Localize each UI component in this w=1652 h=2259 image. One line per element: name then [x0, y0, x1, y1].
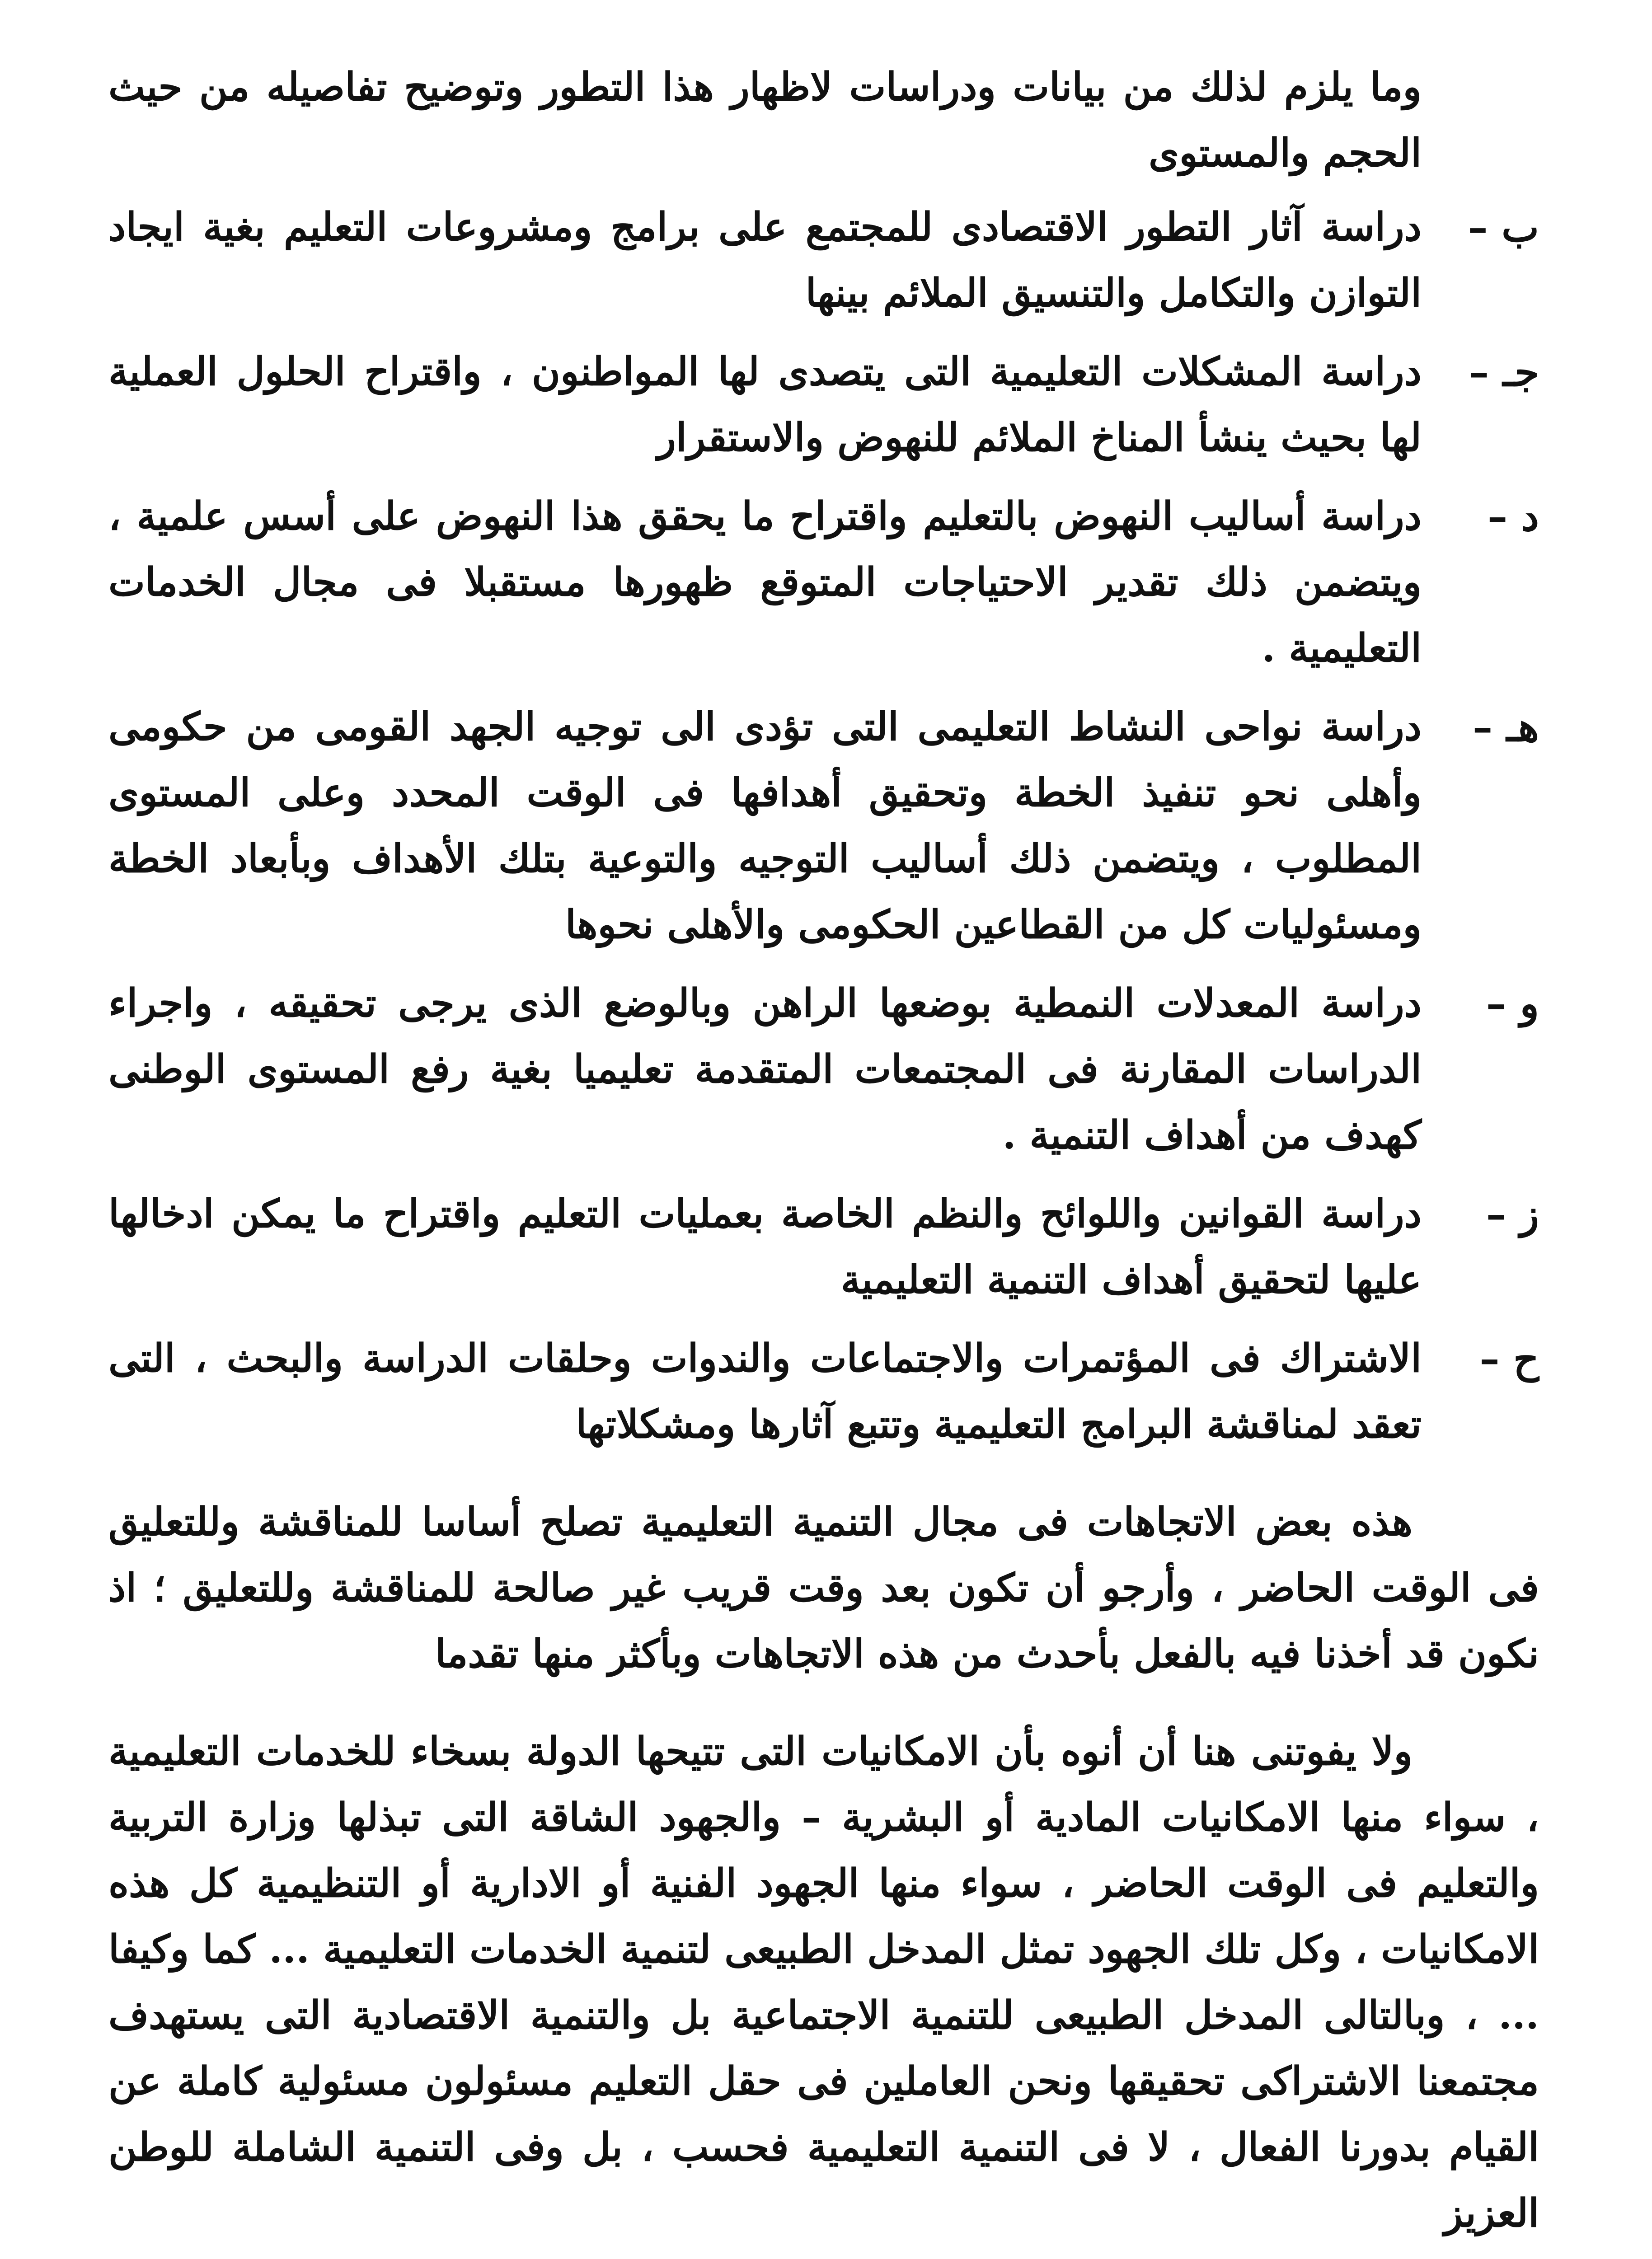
list-item-marker: د –	[1488, 493, 1539, 540]
list-item-text: دراسة المعدلات النمطية بوضعها الراهن وبالوضع الذى يرجى تحقيقه ، واجراء الدراسات المقارنة فى المجتمعات المتقدمة تعليميا بغية رفع المستوى الوطنى كهدف من أهداف التنمية .	[108, 980, 1422, 1158]
list-item	[108, 1326, 1539, 1458]
list-item-marker: ب –	[1468, 204, 1539, 251]
list-item	[108, 694, 1539, 958]
body-paragraph: ولا يفوتنى هنا أن أنوه بأن الامكانيات التى تتيحها الدولة بسخاء للخدمات التعليمية ، سواء منها الامكانيات المادية أو البشرية – والجهود الشاقة التى تبذلها وزارة التربية والتعليم فى الوقت الحاضر ، سواء منها الجهود الفنية أو الادارية أو التنظيمية كل هذه الامكانيات ، وكل تلك الجهود تمثل المدخل الطبيعى لتنمية الخدمات التعليمية ... كما وكيفا ... ، وبالتالى المدخل الطبيعى للتنمية الاجتماعية بل والتنمية الاقتصادية التى يستهدف مجتمعنا الاشتراكى تحقيقها ونحن العاملين فى حقل التعليم مسئولون مسئولية كاملة عن القيام بدورنا الفعال ، لا فى التنمية التعليمية فحسب ، بل وفى التنمية الشاملة للوطن العزيز	[108, 1729, 1539, 2236]
list-item-text: دراسة أساليب النهوض بالتعليم واقتراح ما يحقق هذا النهوض على أسس علمية ، ويتضمن ذلك تقدير الاحتياجات المتوقع ظهورها مستقبلا فى مجال الخدمات التعليمية .	[108, 493, 1422, 671]
list-item-text: الاشتراك فى المؤتمرات والاجتماعات والندوات وحلقات الدراسة والبحث ، التى تعقد لمناقشة البرامج التعليمية وتتبع آثارها ومشكلاتها	[108, 1336, 1422, 1447]
list-item-marker: ز –	[1486, 1190, 1539, 1237]
list-item	[108, 339, 1539, 471]
list-item-marker: جـ –	[1469, 348, 1539, 395]
intro-continuation: وما يلزم لذلك من بيانات ودراسات لاظهار هذا التطور وتوضيح تفاصيله من حيث الحجم والمستوى	[108, 64, 1422, 176]
body-paragraph: هذه بعض الاتجاهات فى مجال التنمية التعليمية تصلح أساسا للمناقشة وللتعليق فى الوقت الحاضر ، وأرجو أن تكون بعد وقت قريب غير صالحة للمناقشة وللتعليق ؛ اذ نكون قد أخذنا فيه بالفعل بأحدث من هذه الاتجاهات وبأكثر منها تقدما	[108, 1499, 1539, 1677]
list-item-marker: و –	[1486, 980, 1539, 1027]
list-item-marker: ح –	[1479, 1335, 1539, 1382]
list-item-marker: هـ –	[1473, 703, 1539, 750]
list-item	[108, 970, 1539, 1168]
list-item-text: دراسة المشكلات التعليمية التى يتصدى لها المواطنون ، واقتراح الحلول العملية لها بحيث ينشأ المناخ الملائم للنهوض والاستقرار	[108, 349, 1422, 460]
list-item	[108, 483, 1539, 681]
list-item-text: دراسة نواحى النشاط التعليمى التى تؤدى الى توجيه الجهد القومى من حكومى وأهلى نحو تنفيذ الخطة وتحقيق أهدافها فى الوقت المحدد وعلى المستوى المطلوب ، ويتضمن ذلك أساليب التوجيه والتوعية بتلك الأهداف وبأبعاد الخطة ومسئوليات كل من القطاعين الحكومى والأهلى نحوها	[108, 704, 1422, 947]
list-item-text: دراسة القوانين واللوائح والنظم الخاصة بعمليات التعليم واقتراح ما يمكن ادخالها عليها لتحقيق أهداف التنمية التعليمية	[108, 1191, 1422, 1303]
list-item	[108, 194, 1539, 326]
list-item	[108, 1181, 1539, 1313]
list-item-text: دراسة آثار التطور الاقتصادى للمجتمع على برامج ومشروعات التعليم بغية ايجاد التوازن والتكامل والتنسيق الملائم بينها	[108, 204, 1422, 316]
